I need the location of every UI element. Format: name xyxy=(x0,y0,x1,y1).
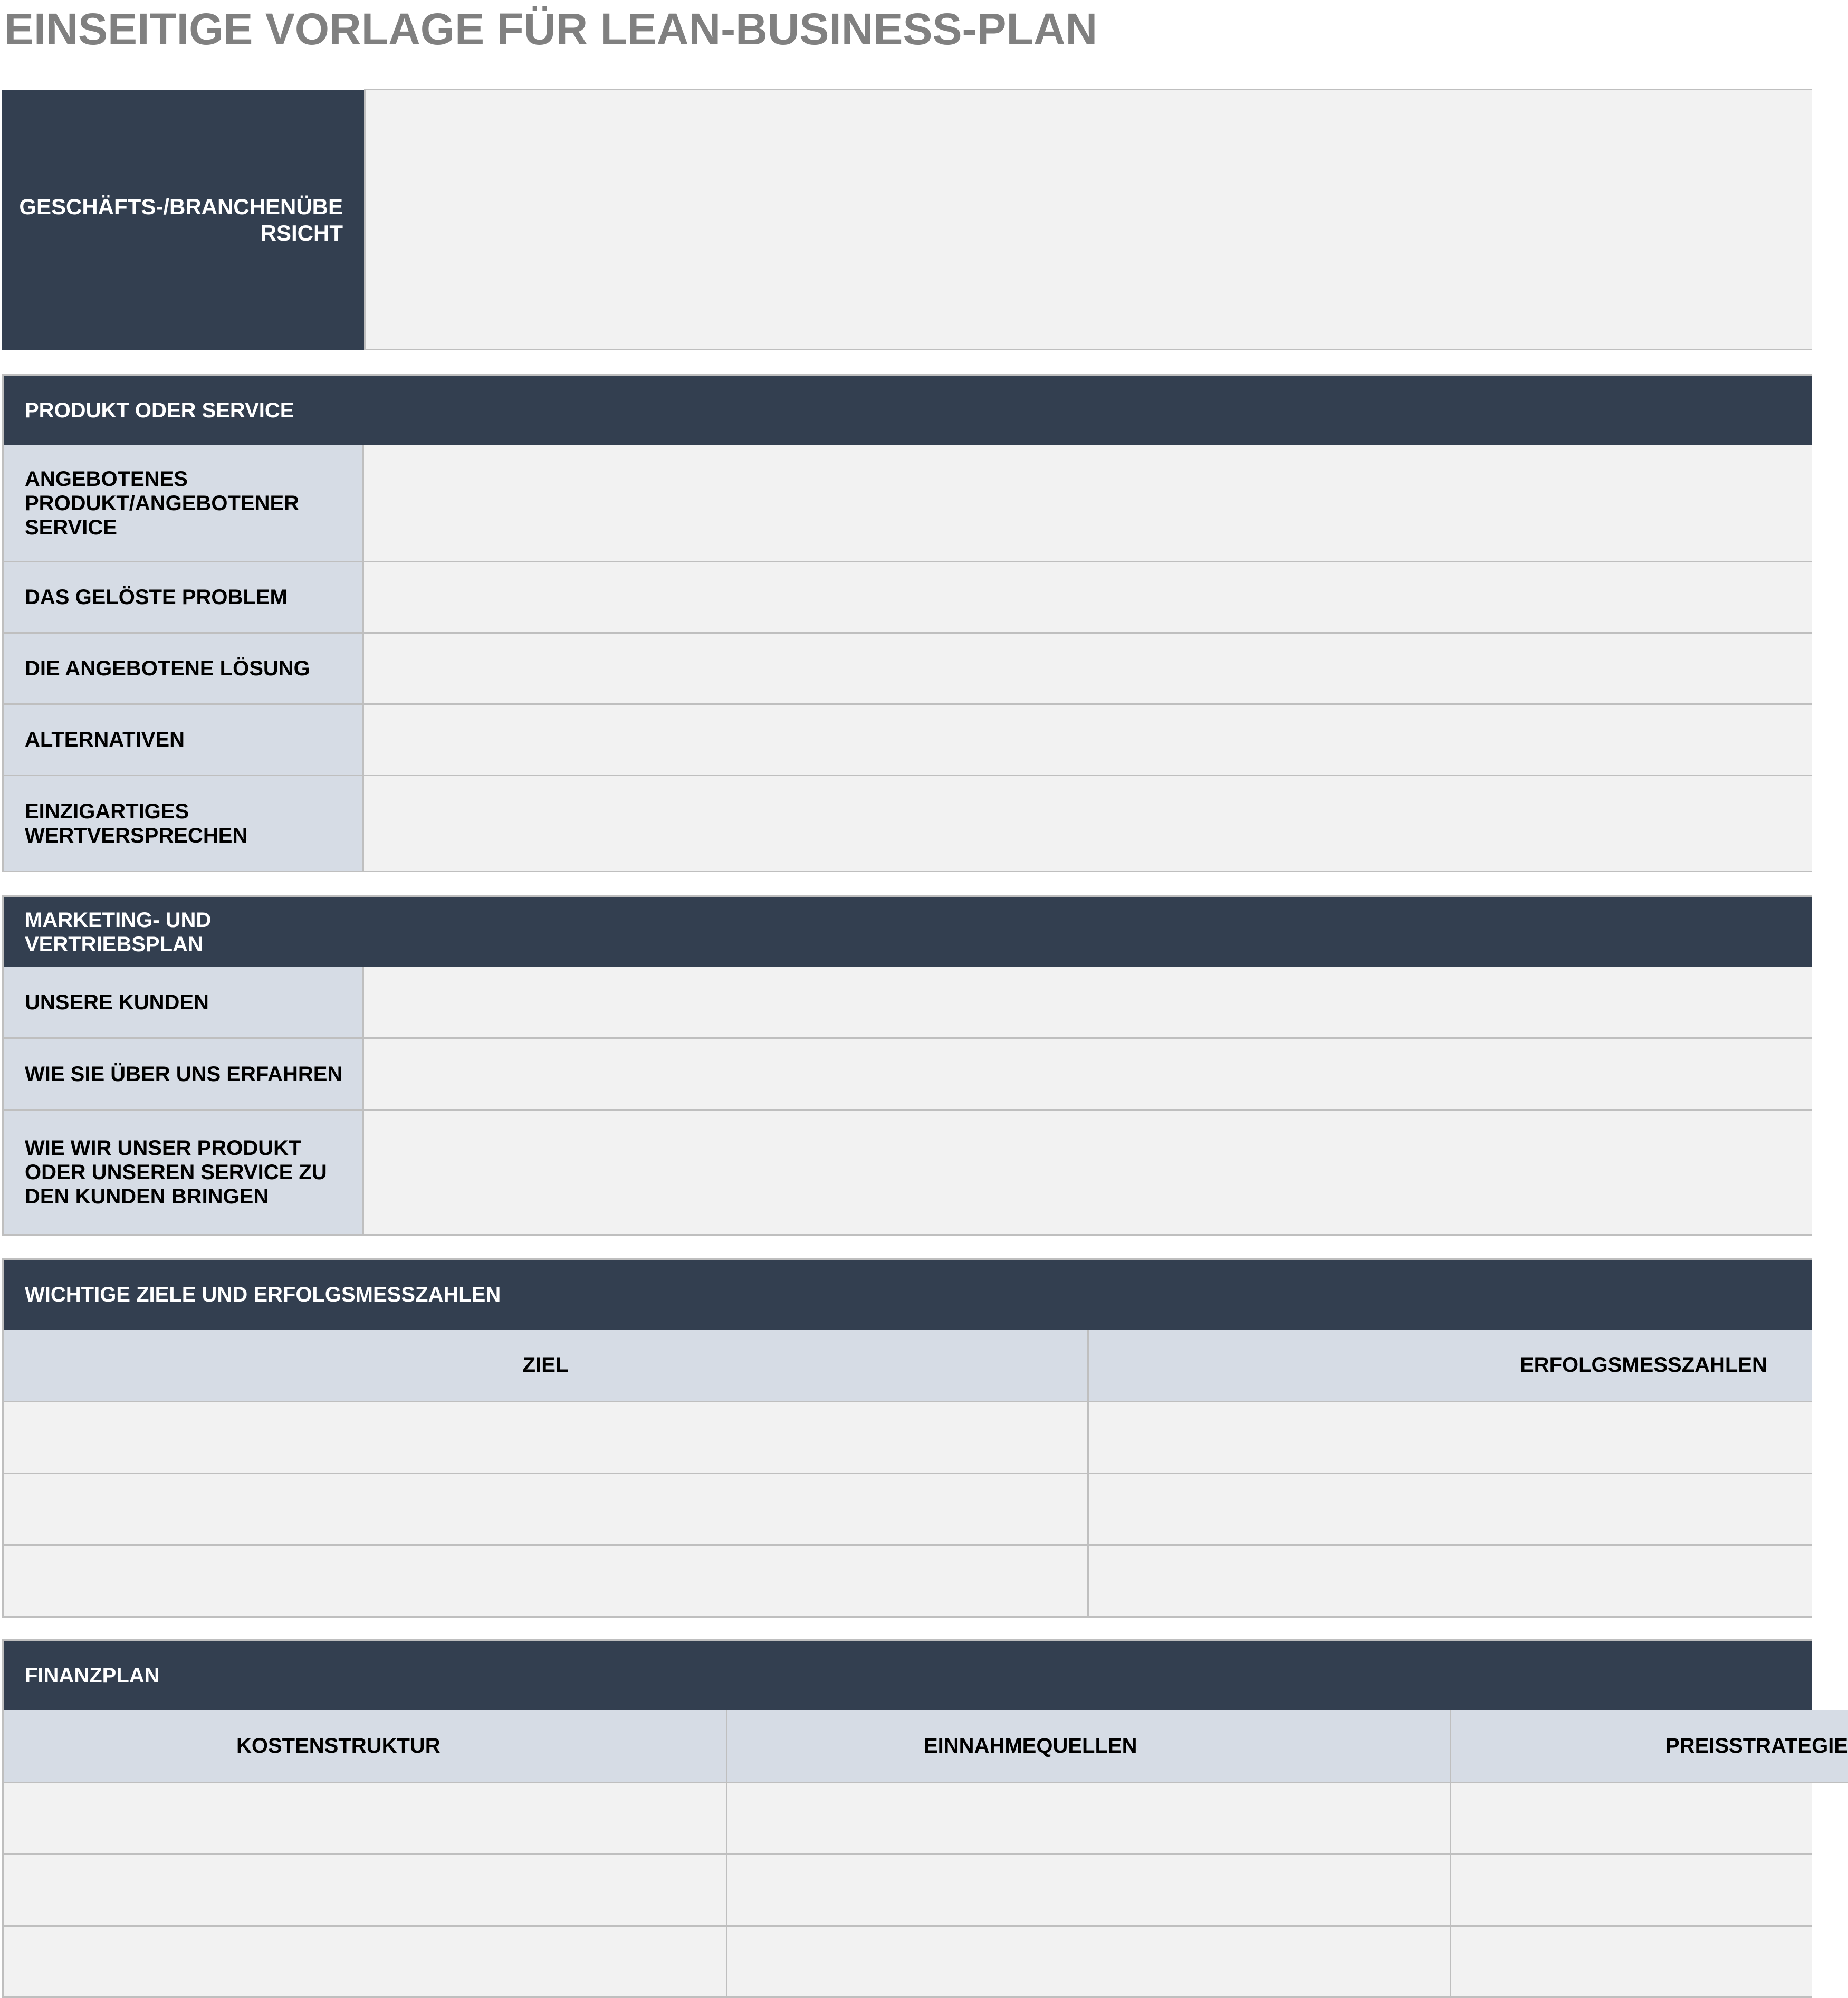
revenue-cell[interactable] xyxy=(726,1855,1450,1927)
product-row-value-proposition-text: EINZIGARTIGES WERTVERSPRECHEN xyxy=(25,799,248,847)
pricing-cell[interactable] xyxy=(1450,1855,1812,1927)
marketing-row-awareness-field[interactable] xyxy=(364,1039,1812,1111)
table-row xyxy=(2,1927,1812,1998)
product-row-problem-label xyxy=(2,562,364,634)
section-header-product xyxy=(2,374,1812,445)
finance-column-pricing-text: PREISSTRATEGIE xyxy=(1665,1734,1848,1757)
pricing-cell[interactable] xyxy=(1450,1783,1812,1855)
goals-header-row xyxy=(2,1330,1812,1402)
section-header-goals xyxy=(2,1258,1812,1330)
product-row-problem xyxy=(2,562,1812,634)
product-row-offered-field[interactable] xyxy=(364,445,1812,562)
finance-column-revenue xyxy=(726,1710,1450,1783)
product-row-alternatives xyxy=(2,705,1812,776)
goals-column-metrics xyxy=(1087,1330,1812,1402)
marketing-row-awareness-text: WIE SIE ÜBER UNS ERFAHREN xyxy=(25,1062,343,1086)
marketing-row-awareness-label xyxy=(2,1039,364,1111)
product-row-alternatives-field[interactable] xyxy=(364,705,1812,776)
table-row xyxy=(2,1402,1812,1474)
metric-cell[interactable] xyxy=(1087,1474,1812,1546)
goal-cell[interactable] xyxy=(2,1402,1087,1474)
revenue-cell[interactable] xyxy=(726,1783,1450,1855)
marketing-row-customers-field[interactable] xyxy=(364,967,1812,1039)
finance-column-pricing xyxy=(1450,1710,1848,1783)
goals-column-goal xyxy=(2,1330,1087,1402)
finance-column-costs-text: KOSTENSTRUKTUR xyxy=(236,1734,441,1757)
metric-cell[interactable] xyxy=(1087,1402,1812,1474)
table-row xyxy=(2,1474,1812,1546)
section-header-finance xyxy=(2,1639,1812,1710)
section-header-marketing xyxy=(2,895,1812,967)
product-row-offered-text: ANGEBOTENES PRODUKT/ANGEBOTENER SERVICE xyxy=(25,467,300,539)
cost-cell[interactable] xyxy=(2,1855,726,1927)
finance-column-costs xyxy=(2,1710,726,1783)
product-row-problem-field[interactable] xyxy=(364,562,1812,634)
overview-field[interactable] xyxy=(364,89,1812,350)
product-row-solution-text: DIE ANGEBOTENE LÖSUNG xyxy=(25,657,310,680)
product-row-solution-label xyxy=(2,634,364,705)
finance-column-revenue-text: EINNAHMEQUELLEN xyxy=(924,1734,1137,1757)
page-title: EINSEITIGE VORLAGE FÜR LEAN-BUSINESS-PLAN xyxy=(4,4,1098,54)
product-row-problem-text: DAS GELÖSTE PROBLEM xyxy=(25,586,288,609)
product-row-value-proposition-field[interactable] xyxy=(364,776,1812,872)
product-row-offered-label xyxy=(2,445,364,562)
section-header-product-text: PRODUKT ODER SERVICE xyxy=(25,398,294,422)
goal-cell[interactable] xyxy=(2,1546,1087,1618)
cost-cell[interactable] xyxy=(2,1783,726,1855)
marketing-row-distribution-text: WIE WIR UNSER PRODUKT ODER UNSEREN SERVICE ZU DEN KUNDEN BRINGEN xyxy=(25,1136,327,1208)
revenue-cell[interactable] xyxy=(726,1927,1450,1998)
metric-cell[interactable] xyxy=(1087,1546,1812,1618)
product-row-solution-field[interactable] xyxy=(364,634,1812,705)
section-header-goals-text: WICHTIGE ZIELE UND ERFOLGSMESSZAHLEN xyxy=(25,1283,501,1306)
product-row-value-proposition xyxy=(2,776,1812,872)
overview-label-text: GESCHÄFTS-/BRANCHENÜBERSICHT xyxy=(19,194,343,245)
marketing-row-distribution-label xyxy=(2,1111,364,1236)
pricing-cell[interactable] xyxy=(1450,1927,1812,1998)
marketing-row-distribution-field[interactable] xyxy=(364,1111,1812,1236)
table-row xyxy=(2,1855,1812,1927)
section-header-marketing-text: MARKETING- UND VERTRIEBSPLAN xyxy=(25,909,212,956)
marketing-row-distribution xyxy=(2,1111,1812,1236)
table-row xyxy=(2,1546,1812,1618)
marketing-row-customers-label xyxy=(2,967,364,1039)
overview-label xyxy=(2,90,364,350)
product-row-solution xyxy=(2,634,1812,705)
marketing-row-customers-text: UNSERE KUNDEN xyxy=(25,990,209,1014)
goals-column-goal-text: ZIEL xyxy=(522,1353,569,1376)
goals-column-metrics-text: ERFOLGSMESSZAHLEN xyxy=(1520,1353,1767,1376)
product-row-offered xyxy=(2,445,1812,562)
cost-cell[interactable] xyxy=(2,1927,726,1998)
product-row-alternatives-label xyxy=(2,705,364,776)
section-header-finance-text: FINANZPLAN xyxy=(25,1664,160,1687)
marketing-row-customers xyxy=(2,967,1812,1039)
product-row-value-proposition-label xyxy=(2,776,364,872)
finance-header-row xyxy=(2,1710,1848,1783)
marketing-row-awareness xyxy=(2,1039,1812,1111)
goal-cell[interactable] xyxy=(2,1474,1087,1546)
table-row xyxy=(2,1783,1812,1855)
product-row-alternatives-text: ALTERNATIVEN xyxy=(25,728,185,751)
